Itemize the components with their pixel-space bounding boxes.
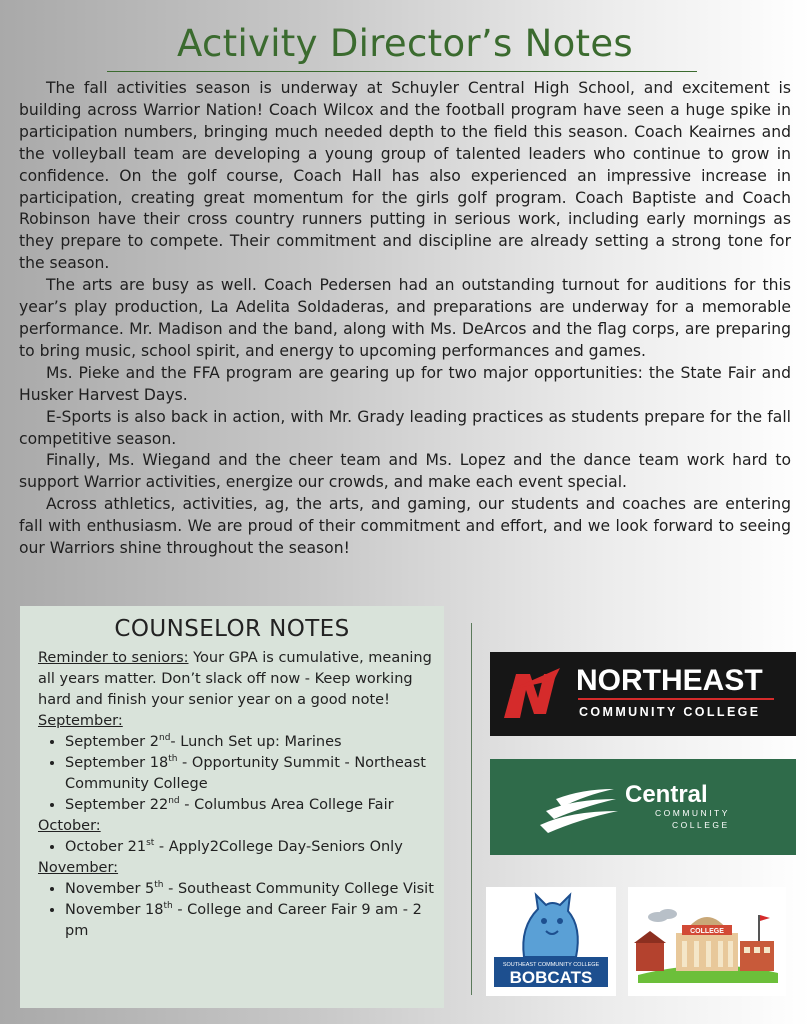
september-events xyxy=(38,732,434,816)
event-date-suffix: st xyxy=(146,838,155,849)
october-events xyxy=(38,837,434,858)
counselor-title: COUNSELOR NOTES xyxy=(114,616,350,642)
event-item xyxy=(65,879,434,900)
event-item xyxy=(65,900,434,942)
november-events xyxy=(38,879,434,942)
event-text: - Opportunity Summit - Northeast Community College xyxy=(65,755,426,792)
month-heading-october: October: xyxy=(38,818,101,834)
event-text: - College and Career Fair 9 am - 2 pm xyxy=(65,902,422,939)
central-name: Central xyxy=(625,781,708,808)
event-text: - Lunch Set up: Marines xyxy=(170,734,342,750)
bobcats-name: BOBCATS xyxy=(509,968,593,987)
counselor-notes-panel xyxy=(20,606,444,1008)
event-text: - Apply2College Day-Seniors Only xyxy=(154,839,403,855)
college-graphic xyxy=(628,887,786,996)
northeast-logo-graphic xyxy=(490,652,796,736)
event-date-suffix: nd xyxy=(168,796,180,807)
event-date: November 18 xyxy=(65,902,164,918)
paragraph: Across athletics, activities, ag, the arts, and gaming, our students and coaches are entering fall with enthusiasm. We are proud of their commitment and effort, and we look forward to seeing our Warriors shine throughout the season! xyxy=(19,495,791,558)
paragraph: Ms. Pieke and the FFA program are gearing up for two major opportunities: the State Fair and Husker Harvest Days. xyxy=(19,363,791,404)
college-sign-text: COLLEGE xyxy=(690,928,724,935)
college-building-icon xyxy=(634,909,778,983)
central-sub1: COMMUNITY xyxy=(655,808,730,818)
northeast-subtitle: COMMUNITY COLLEGE xyxy=(579,705,761,719)
month-heading-november: November: xyxy=(38,860,119,876)
event-item xyxy=(65,732,434,753)
event-date-suffix: nd xyxy=(158,733,171,744)
paragraph: The fall activities season is underway at Schuyler Central High School, and excitement is building across Warrior Nation! Coach Wilcox and the football program have seen a huge spike in participation numbers, bringing much needed depth to the field this season. Coach Keairnes and the volleyball team are developing a young group of talented leaders who continue to grow in confidence. On the golf course, Coach Hall has also experienced an impressive increase in participation, creating great momentum for the girls golf program. Coach Baptiste and Coach Robinson have their cross country runners putting in serious work, including early mornings as they prepare to compete. Their commitment and discipline are already setting a strong tone for the season. xyxy=(19,79,791,273)
college-building-illustration xyxy=(628,887,786,996)
paragraph: E-Sports is also back in action, with Mr. Grady leading practices as students prepare for the fall competitive season. xyxy=(19,407,791,448)
reminder-label: Reminder to seniors: xyxy=(38,650,189,666)
event-date: September 2 xyxy=(65,734,159,750)
month-heading-september: September: xyxy=(38,713,123,729)
event-item xyxy=(65,753,434,795)
event-text: - Southeast Community College Visit xyxy=(163,881,434,897)
bobcat-mascot-icon xyxy=(523,895,578,957)
northeast-community-college-logo xyxy=(490,652,796,736)
reminder-text: Your GPA is cumulative, meaning all years matter. Don’t slack off now - Keep working hard and finish your senior year on a good note! xyxy=(38,650,432,708)
article-body xyxy=(19,78,791,560)
event-date-suffix: th xyxy=(154,880,164,891)
counselor-body xyxy=(38,648,434,942)
central-logo-graphic xyxy=(490,759,796,855)
vertical-divider xyxy=(471,623,472,995)
paragraph: The arts are busy as well. Coach Pedersen had an outstanding turnout for auditions for this year’s play production, La Adelita Soldaderas, and preparations are underway for a memorable performance. Mr. Madison and the band, along with Ms. DeArcos and the flag corps, are preparing to bring music, school spirit, and energy to upcoming performances and games. xyxy=(19,276,791,360)
event-item xyxy=(65,837,434,858)
event-item xyxy=(65,795,434,816)
page-title: Activity Director’s Notes xyxy=(177,22,633,65)
central-community-college-logo xyxy=(490,759,796,855)
paragraph: Finally, Ms. Wiegand and the cheer team and Ms. Lopez and the dance team work hard to support Warrior activities, energize our crowds, and make each event special. xyxy=(19,451,791,492)
title-underline xyxy=(107,71,697,72)
bobcats-top-text: SOUTHEAST COMMUNITY COLLEGE xyxy=(502,962,600,968)
senior-reminder xyxy=(38,648,434,711)
event-date: November 5 xyxy=(65,881,155,897)
event-text: - Columbus Area College Fair xyxy=(179,797,394,813)
central-sub2: COLLEGE xyxy=(672,820,730,830)
bobcats-logo-graphic xyxy=(486,887,616,996)
northeast-name: NORTHEAST xyxy=(576,664,763,697)
event-date-suffix: th xyxy=(163,901,173,912)
central-swoosh-icon xyxy=(540,789,618,833)
event-date: October 21 xyxy=(65,839,147,855)
event-date-suffix: th xyxy=(168,754,178,765)
event-date: September 22 xyxy=(65,797,169,813)
southeast-bobcats-logo xyxy=(486,887,616,996)
event-date: September 18 xyxy=(65,755,169,771)
